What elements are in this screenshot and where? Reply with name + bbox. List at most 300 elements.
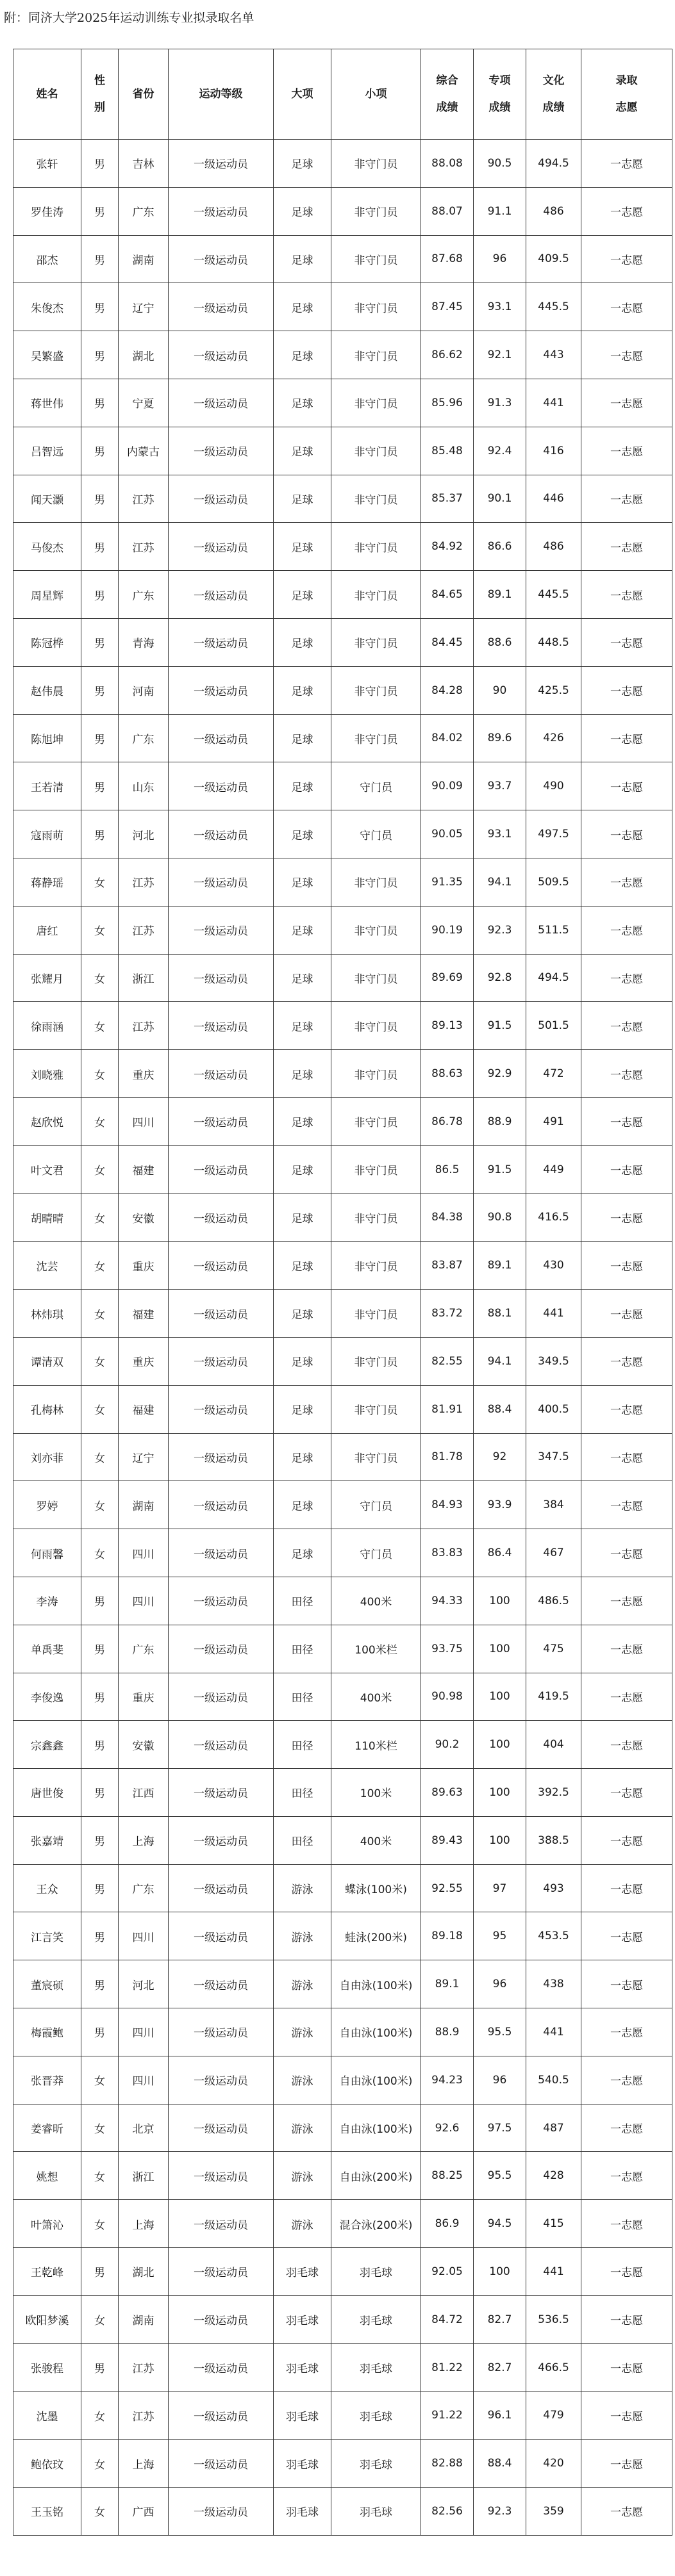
cell-gender: 女 <box>81 1050 119 1098</box>
cell-total-score: 84.28 <box>421 666 474 714</box>
cell-academic-score: 472 <box>526 1050 581 1098</box>
cell-event: 非守门员 <box>331 906 421 954</box>
cell-category: 田径 <box>274 1816 331 1864</box>
cell-specialty-score: 100 <box>474 1816 526 1864</box>
cell-name: 宗鑫鑫 <box>13 1721 81 1769</box>
cell-preference: 一志愿 <box>581 714 672 762</box>
table-row <box>13 1721 672 1769</box>
cell-academic-score: 445.5 <box>526 283 581 331</box>
cell-name: 寇雨萌 <box>13 810 81 858</box>
table-row <box>13 2391 672 2440</box>
cell-province: 湖南 <box>119 1481 169 1529</box>
cell-category: 足球 <box>274 1481 331 1529</box>
cell-specialty-score: 100 <box>474 1721 526 1769</box>
cell-name: 李涛 <box>13 1577 81 1625</box>
cell-total-score: 84.92 <box>421 523 474 571</box>
cell-sport-level: 一级运动员 <box>169 1912 274 1960</box>
cell-specialty-score: 92.9 <box>474 1050 526 1098</box>
table-row <box>13 1194 672 1242</box>
cell-total-score: 90.19 <box>421 906 474 954</box>
cell-gender: 女 <box>81 2488 119 2536</box>
cell-gender: 女 <box>81 2391 119 2440</box>
cell-sport-level: 一级运动员 <box>169 714 274 762</box>
cell-category: 足球 <box>274 1529 331 1577</box>
cell-event: 400米 <box>331 1816 421 1864</box>
cell-sport-level: 一级运动员 <box>169 666 274 714</box>
cell-category: 足球 <box>274 954 331 1002</box>
cell-sport-level: 一级运动员 <box>169 1242 274 1290</box>
cell-sport-level: 一级运动员 <box>169 2152 274 2200</box>
cell-sport-level: 一级运动员 <box>169 2343 274 2391</box>
cell-name: 吕智远 <box>13 427 81 475</box>
cell-sport-level: 一级运动员 <box>169 523 274 571</box>
cell-province: 山东 <box>119 762 169 810</box>
table-row <box>13 2200 672 2248</box>
cell-specialty-score: 95 <box>474 1912 526 1960</box>
cell-gender: 男 <box>81 714 119 762</box>
header-total-score: 综合 成绩 <box>421 49 474 140</box>
cell-total-score: 87.45 <box>421 283 474 331</box>
cell-specialty-score: 86.4 <box>474 1529 526 1577</box>
cell-event: 400米 <box>331 1577 421 1625</box>
cell-gender: 女 <box>81 1529 119 1577</box>
cell-gender: 女 <box>81 2152 119 2200</box>
cell-academic-score: 536.5 <box>526 2295 581 2343</box>
cell-province: 辽宁 <box>119 283 169 331</box>
cell-category: 足球 <box>274 1242 331 1290</box>
cell-category: 羽毛球 <box>274 2295 331 2343</box>
cell-category: 足球 <box>274 714 331 762</box>
cell-category: 游泳 <box>274 1864 331 1912</box>
table-row <box>13 1481 672 1529</box>
cell-sport-level: 一级运动员 <box>169 810 274 858</box>
cell-specialty-score: 95.5 <box>474 2152 526 2200</box>
cell-event: 非守门员 <box>331 523 421 571</box>
cell-province: 江苏 <box>119 858 169 906</box>
cell-gender: 女 <box>81 1002 119 1050</box>
cell-preference: 一志愿 <box>581 2200 672 2248</box>
cell-category: 足球 <box>274 906 331 954</box>
cell-province: 重庆 <box>119 1337 169 1385</box>
cell-preference: 一志愿 <box>581 1050 672 1098</box>
cell-province: 江西 <box>119 1769 169 1817</box>
cell-category: 田径 <box>274 1673 331 1721</box>
cell-province: 江苏 <box>119 2343 169 2391</box>
cell-gender: 男 <box>81 2248 119 2296</box>
page-title: 附：同济大学2025年运动训练专业拟录取名单 <box>4 11 254 25</box>
cell-category: 足球 <box>274 810 331 858</box>
cell-category: 足球 <box>274 666 331 714</box>
cell-academic-score: 416 <box>526 427 581 475</box>
cell-sport-level: 一级运动员 <box>169 331 274 379</box>
cell-total-score: 81.22 <box>421 2343 474 2391</box>
cell-sport-level: 一级运动员 <box>169 1769 274 1817</box>
cell-category: 羽毛球 <box>274 2248 331 2296</box>
cell-academic-score: 347.5 <box>526 1433 581 1481</box>
cell-name: 鲍依玟 <box>13 2440 81 2488</box>
cell-name: 叶箫沁 <box>13 2200 81 2248</box>
cell-sport-level: 一级运动员 <box>169 1577 274 1625</box>
cell-sport-level: 一级运动员 <box>169 1433 274 1481</box>
cell-gender: 男 <box>81 1625 119 1673</box>
cell-sport-level: 一级运动员 <box>169 283 274 331</box>
cell-academic-score: 415 <box>526 2200 581 2248</box>
cell-gender: 男 <box>81 1816 119 1864</box>
cell-province: 安徽 <box>119 1721 169 1769</box>
cell-category: 足球 <box>274 571 331 619</box>
cell-academic-score: 384 <box>526 1481 581 1529</box>
cell-province: 吉林 <box>119 140 169 188</box>
cell-category: 足球 <box>274 187 331 235</box>
cell-gender: 男 <box>81 283 119 331</box>
cell-total-score: 84.65 <box>421 571 474 619</box>
cell-name: 唐红 <box>13 906 81 954</box>
cell-gender: 男 <box>81 1912 119 1960</box>
cell-total-score: 81.78 <box>421 1433 474 1481</box>
cell-event: 非守门员 <box>331 1433 421 1481</box>
cell-category: 足球 <box>274 283 331 331</box>
header-gender: 性 别 <box>81 49 119 140</box>
header-preference: 录取 志愿 <box>581 49 672 140</box>
cell-sport-level: 一级运动员 <box>169 1864 274 1912</box>
cell-preference: 一志愿 <box>581 571 672 619</box>
cell-total-score: 88.63 <box>421 1050 474 1098</box>
cell-specialty-score: 97 <box>474 1864 526 1912</box>
cell-sport-level: 一级运动员 <box>169 2440 274 2488</box>
cell-academic-score: 486.5 <box>526 1577 581 1625</box>
cell-academic-score: 428 <box>526 2152 581 2200</box>
cell-academic-score: 388.5 <box>526 1816 581 1864</box>
cell-name: 赵伟晨 <box>13 666 81 714</box>
cell-name: 姚想 <box>13 2152 81 2200</box>
cell-event: 非守门员 <box>331 1337 421 1385</box>
cell-sport-level: 一级运动员 <box>169 571 274 619</box>
cell-event: 非守门员 <box>331 954 421 1002</box>
cell-event: 非守门员 <box>331 1290 421 1338</box>
cell-province: 湖北 <box>119 331 169 379</box>
cell-event: 守门员 <box>331 762 421 810</box>
cell-specialty-score: 88.1 <box>474 1290 526 1338</box>
cell-gender: 女 <box>81 906 119 954</box>
cell-sport-level: 一级运动员 <box>169 140 274 188</box>
cell-category: 田径 <box>274 1625 331 1673</box>
cell-sport-level: 一级运动员 <box>169 762 274 810</box>
cell-province: 河北 <box>119 810 169 858</box>
cell-academic-score: 486 <box>526 187 581 235</box>
cell-event: 羽毛球 <box>331 2391 421 2440</box>
cell-name: 沈芸 <box>13 1242 81 1290</box>
cell-category: 足球 <box>274 1194 331 1242</box>
table-row <box>13 1960 672 2008</box>
cell-specialty-score: 93.1 <box>474 810 526 858</box>
cell-specialty-score: 92.1 <box>474 331 526 379</box>
cell-academic-score: 441 <box>526 379 581 427</box>
cell-academic-score: 497.5 <box>526 810 581 858</box>
cell-name: 闻天灏 <box>13 475 81 523</box>
cell-academic-score: 511.5 <box>526 906 581 954</box>
table-row <box>13 714 672 762</box>
cell-province: 广西 <box>119 2488 169 2536</box>
table-row <box>13 1002 672 1050</box>
cell-event: 非守门员 <box>331 858 421 906</box>
header-category: 大项 <box>274 49 331 140</box>
cell-name: 邵杰 <box>13 235 81 283</box>
cell-category: 羽毛球 <box>274 2440 331 2488</box>
cell-specialty-score: 93.1 <box>474 283 526 331</box>
cell-event: 非守门员 <box>331 331 421 379</box>
cell-category: 游泳 <box>274 2008 331 2056</box>
cell-total-score: 85.48 <box>421 427 474 475</box>
cell-preference: 一志愿 <box>581 2056 672 2104</box>
cell-category: 羽毛球 <box>274 2391 331 2440</box>
table-row <box>13 1673 672 1721</box>
cell-gender: 男 <box>81 235 119 283</box>
table-row <box>13 906 672 954</box>
cell-province: 福建 <box>119 1385 169 1433</box>
cell-category: 足球 <box>274 427 331 475</box>
cell-name: 张轩 <box>13 140 81 188</box>
cell-name: 刘亦菲 <box>13 1433 81 1481</box>
cell-category: 游泳 <box>274 2104 331 2152</box>
cell-province: 北京 <box>119 2104 169 2152</box>
cell-total-score: 88.07 <box>421 187 474 235</box>
cell-gender: 女 <box>81 1194 119 1242</box>
cell-specialty-score: 90.1 <box>474 475 526 523</box>
cell-gender: 女 <box>81 1145 119 1194</box>
cell-sport-level: 一级运动员 <box>169 2200 274 2248</box>
cell-academic-score: 419.5 <box>526 1673 581 1721</box>
cell-category: 田径 <box>274 1577 331 1625</box>
cell-preference: 一志愿 <box>581 331 672 379</box>
cell-preference: 一志愿 <box>581 2343 672 2391</box>
cell-specialty-score: 93.7 <box>474 762 526 810</box>
cell-name: 胡晴晴 <box>13 1194 81 1242</box>
cell-academic-score: 426 <box>526 714 581 762</box>
cell-preference: 一志愿 <box>581 2440 672 2488</box>
cell-event: 守门员 <box>331 1481 421 1529</box>
cell-sport-level: 一级运动员 <box>169 906 274 954</box>
cell-gender: 男 <box>81 2343 119 2391</box>
cell-event: 非守门员 <box>331 475 421 523</box>
table-row <box>13 1816 672 1864</box>
cell-name: 王众 <box>13 1864 81 1912</box>
cell-preference: 一志愿 <box>581 2248 672 2296</box>
cell-name: 王若清 <box>13 762 81 810</box>
cell-name: 张嘉靖 <box>13 1816 81 1864</box>
cell-specialty-score: 89.1 <box>474 571 526 619</box>
cell-event: 非守门员 <box>331 618 421 666</box>
cell-event: 非守门员 <box>331 379 421 427</box>
cell-category: 游泳 <box>274 1912 331 1960</box>
cell-total-score: 81.91 <box>421 1385 474 1433</box>
cell-category: 田径 <box>274 1769 331 1817</box>
cell-category: 足球 <box>274 618 331 666</box>
cell-event: 非守门员 <box>331 140 421 188</box>
cell-name: 罗婷 <box>13 1481 81 1529</box>
cell-category: 足球 <box>274 1002 331 1050</box>
cell-province: 上海 <box>119 1816 169 1864</box>
table-row <box>13 187 672 235</box>
cell-name: 欧阳梦溪 <box>13 2295 81 2343</box>
cell-province: 河北 <box>119 1960 169 2008</box>
cell-event: 自由泳(100米) <box>331 2104 421 2152</box>
cell-specialty-score: 94.1 <box>474 1337 526 1385</box>
cell-category: 足球 <box>274 140 331 188</box>
cell-academic-score: 359 <box>526 2488 581 2536</box>
cell-gender: 男 <box>81 475 119 523</box>
cell-total-score: 89.69 <box>421 954 474 1002</box>
cell-academic-score: 494.5 <box>526 140 581 188</box>
cell-category: 田径 <box>274 1721 331 1769</box>
cell-gender: 女 <box>81 1337 119 1385</box>
cell-province: 福建 <box>119 1145 169 1194</box>
cell-preference: 一志愿 <box>581 283 672 331</box>
cell-total-score: 88.08 <box>421 140 474 188</box>
cell-specialty-score: 88.4 <box>474 2440 526 2488</box>
cell-province: 江苏 <box>119 523 169 571</box>
cell-academic-score: 493 <box>526 1864 581 1912</box>
cell-sport-level: 一级运动员 <box>169 1385 274 1433</box>
cell-event: 羽毛球 <box>331 2440 421 2488</box>
cell-academic-score: 441 <box>526 2008 581 2056</box>
table-row <box>13 379 672 427</box>
cell-total-score: 86.62 <box>421 331 474 379</box>
cell-preference: 一志愿 <box>581 1097 672 1145</box>
cell-sport-level: 一级运动员 <box>169 187 274 235</box>
cell-specialty-score: 92.4 <box>474 427 526 475</box>
cell-name: 单禹斐 <box>13 1625 81 1673</box>
cell-gender: 男 <box>81 762 119 810</box>
cell-province: 湖北 <box>119 2248 169 2296</box>
header-specialty-score: 专项 成绩 <box>474 49 526 140</box>
cell-sport-level: 一级运动员 <box>169 2248 274 2296</box>
table-row <box>13 283 672 331</box>
cell-total-score: 92.55 <box>421 1864 474 1912</box>
cell-specialty-score: 90.5 <box>474 140 526 188</box>
cell-province: 河南 <box>119 666 169 714</box>
cell-specialty-score: 88.4 <box>474 1385 526 1433</box>
cell-gender: 女 <box>81 2440 119 2488</box>
cell-total-score: 83.83 <box>421 1529 474 1577</box>
table-row <box>13 2440 672 2488</box>
cell-category: 足球 <box>274 858 331 906</box>
cell-sport-level: 一级运动员 <box>169 2295 274 2343</box>
cell-total-score: 91.22 <box>421 2391 474 2440</box>
table-row <box>13 1433 672 1481</box>
table-row <box>13 810 672 858</box>
cell-sport-level: 一级运动员 <box>169 1194 274 1242</box>
cell-total-score: 84.93 <box>421 1481 474 1529</box>
cell-sport-level: 一级运动员 <box>169 1050 274 1098</box>
cell-category: 足球 <box>274 379 331 427</box>
table-row <box>13 1290 672 1338</box>
cell-sport-level: 一级运动员 <box>169 2056 274 2104</box>
cell-preference: 一志愿 <box>581 810 672 858</box>
cell-sport-level: 一级运动员 <box>169 475 274 523</box>
cell-academic-score: 479 <box>526 2391 581 2440</box>
cell-specialty-score: 89.1 <box>474 1242 526 1290</box>
table-row <box>13 2008 672 2056</box>
cell-category: 足球 <box>274 1433 331 1481</box>
cell-academic-score: 486 <box>526 523 581 571</box>
cell-total-score: 89.13 <box>421 1002 474 1050</box>
cell-gender: 男 <box>81 1864 119 1912</box>
cell-preference: 一志愿 <box>581 1960 672 2008</box>
table-row <box>13 1385 672 1433</box>
cell-category: 足球 <box>274 1290 331 1338</box>
cell-event: 非守门员 <box>331 427 421 475</box>
table-row <box>13 666 672 714</box>
cell-event: 非守门员 <box>331 571 421 619</box>
cell-total-score: 90.2 <box>421 1721 474 1769</box>
cell-preference: 一志愿 <box>581 187 672 235</box>
cell-event: 400米 <box>331 1673 421 1721</box>
cell-total-score: 83.87 <box>421 1242 474 1290</box>
cell-province: 江苏 <box>119 475 169 523</box>
cell-name: 姜睿昕 <box>13 2104 81 2152</box>
cell-specialty-score: 92 <box>474 1433 526 1481</box>
cell-gender: 女 <box>81 2056 119 2104</box>
cell-name: 蒋世伟 <box>13 379 81 427</box>
cell-event: 非守门员 <box>331 1242 421 1290</box>
cell-preference: 一志愿 <box>581 2152 672 2200</box>
cell-total-score: 82.55 <box>421 1337 474 1385</box>
cell-specialty-score: 100 <box>474 2248 526 2296</box>
cell-name: 王乾峰 <box>13 2248 81 2296</box>
cell-specialty-score: 92.3 <box>474 2488 526 2536</box>
cell-preference: 一志愿 <box>581 858 672 906</box>
cell-academic-score: 349.5 <box>526 1337 581 1385</box>
table-row <box>13 858 672 906</box>
cell-event: 自由泳(100米) <box>331 1960 421 2008</box>
cell-academic-score: 392.5 <box>526 1769 581 1817</box>
cell-academic-score: 540.5 <box>526 2056 581 2104</box>
cell-sport-level: 一级运动员 <box>169 954 274 1002</box>
cell-name: 吴繁盛 <box>13 331 81 379</box>
cell-specialty-score: 100 <box>474 1625 526 1673</box>
table-row <box>13 954 672 1002</box>
cell-academic-score: 448.5 <box>526 618 581 666</box>
cell-name: 张骏程 <box>13 2343 81 2391</box>
cell-event: 非守门员 <box>331 1145 421 1194</box>
cell-sport-level: 一级运动员 <box>169 1002 274 1050</box>
cell-event: 蝶泳(100米) <box>331 1864 421 1912</box>
cell-event: 非守门员 <box>331 283 421 331</box>
cell-gender: 男 <box>81 1960 119 2008</box>
cell-total-score: 85.96 <box>421 379 474 427</box>
cell-total-score: 84.02 <box>421 714 474 762</box>
cell-academic-score: 494.5 <box>526 954 581 1002</box>
cell-province: 上海 <box>119 2200 169 2248</box>
cell-academic-score: 487 <box>526 2104 581 2152</box>
cell-total-score: 92.6 <box>421 2104 474 2152</box>
table-row <box>13 2488 672 2536</box>
cell-name: 董宸硕 <box>13 1960 81 2008</box>
table-row <box>13 1529 672 1577</box>
header-academic-score: 文化 成绩 <box>526 49 581 140</box>
cell-gender: 女 <box>81 1433 119 1481</box>
table-row <box>13 1242 672 1290</box>
cell-preference: 一志愿 <box>581 1481 672 1529</box>
cell-province: 上海 <box>119 2440 169 2488</box>
cell-event: 非守门员 <box>331 1050 421 1098</box>
cell-gender: 男 <box>81 666 119 714</box>
cell-total-score: 83.72 <box>421 1290 474 1338</box>
cell-specialty-score: 91.5 <box>474 1002 526 1050</box>
cell-specialty-score: 96 <box>474 2056 526 2104</box>
cell-total-score: 92.05 <box>421 2248 474 2296</box>
table-row <box>13 2343 672 2391</box>
